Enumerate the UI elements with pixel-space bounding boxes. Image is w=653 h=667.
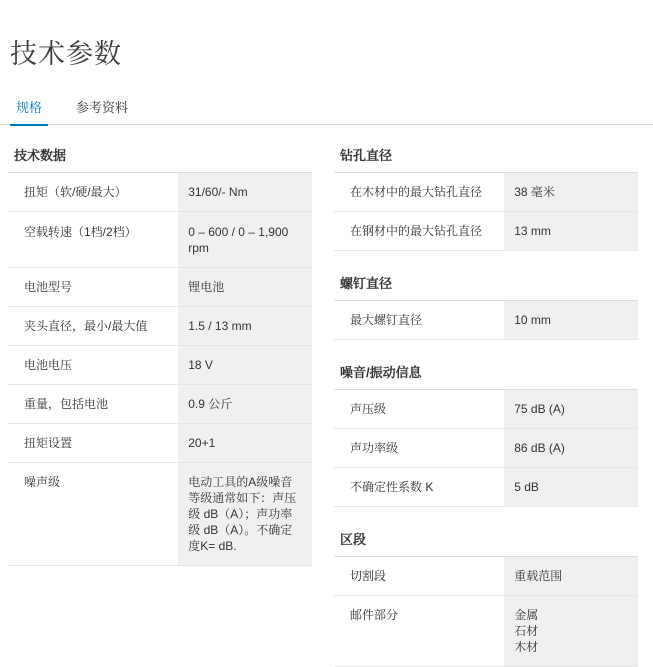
left-column	[8, 137, 312, 667]
spec-value: 75 dB (A)	[504, 390, 638, 428]
table-row	[8, 307, 312, 346]
spec-value: 金属 石材 木材	[504, 596, 638, 666]
spec-value: 0.9 公斤	[178, 385, 312, 423]
table-row	[8, 212, 312, 268]
section-heading: 噪音/振动信息	[334, 354, 638, 390]
section-noise-vibration	[334, 354, 638, 507]
spacer	[334, 507, 638, 521]
table-row	[334, 596, 638, 667]
spec-label: 扭矩（软/硬/最大）	[24, 185, 127, 200]
spec-label: 不确定性系数 K	[350, 480, 434, 495]
table-row	[334, 173, 638, 212]
spec-label: 夹头直径，最小/最大值	[24, 319, 148, 334]
technical-specs-page	[0, 18, 653, 655]
spec-value: 38 毫米	[504, 173, 638, 211]
tab-specifications-label: 规格	[16, 100, 43, 116]
spec-value: 重载范围	[504, 557, 638, 595]
spec-value: 13 mm	[504, 212, 638, 250]
spec-value: 锂电池	[178, 268, 312, 306]
section-heading: 钻孔直径	[334, 137, 638, 173]
page-title: 技术参数	[10, 39, 122, 70]
spec-value: 86 dB (A)	[504, 429, 638, 467]
table-row	[8, 346, 312, 385]
tab-reference-materials-label: 参考资料	[76, 100, 129, 116]
spec-label: 电池型号	[24, 280, 73, 295]
spec-value: 1.5 / 13 mm	[178, 307, 312, 345]
tab-specifications[interactable]	[10, 93, 48, 126]
tab-reference-materials[interactable]	[70, 93, 134, 124]
table-row	[334, 301, 638, 340]
spec-label: 扭矩设置	[24, 436, 73, 451]
section-segments	[334, 521, 638, 667]
table-row	[334, 557, 638, 596]
spec-label: 声功率级	[350, 441, 399, 456]
section-screw-diameter	[334, 265, 638, 340]
spacer	[334, 251, 638, 265]
table-row	[8, 463, 312, 566]
spec-label: 噪声级	[24, 475, 61, 490]
spec-value: 18 V	[178, 346, 312, 384]
right-column	[334, 137, 638, 667]
spec-label: 空载转速（1档/2档）	[24, 225, 137, 240]
table-row	[334, 390, 638, 429]
spec-label: 邮件部分	[350, 608, 399, 623]
specs-columns	[0, 125, 653, 667]
spec-value: 5 dB	[504, 468, 638, 506]
table-row	[334, 212, 638, 251]
spec-label: 最大螺钉直径	[350, 313, 423, 328]
spec-value: 31/60/- Nm	[178, 173, 312, 211]
section-heading: 区段	[334, 521, 638, 557]
section-drilling-diameter	[334, 137, 638, 251]
table-row	[8, 385, 312, 424]
table-row	[8, 173, 312, 212]
spec-value: 电动工具的A级噪音等级通常如下：声压级 dB（A）；声功率级 dB（A）。不确定度K= dB.	[178, 463, 312, 565]
table-row	[334, 468, 638, 507]
spec-value: 20+1	[178, 424, 312, 462]
spacer	[334, 340, 638, 354]
spec-label: 在钢材中的最大钻孔直径	[350, 224, 483, 239]
spec-label: 声压级	[350, 402, 387, 417]
section-heading: 技术数据	[8, 137, 312, 173]
spec-label: 在木材中的最大钻孔直径	[350, 185, 483, 200]
spec-value: 0 – 600 / 0 – 1,900 rpm	[178, 212, 312, 267]
spec-label: 电池电压	[24, 358, 73, 373]
section-heading: 螺钉直径	[334, 265, 638, 301]
spec-value: 10 mm	[504, 301, 638, 339]
section-technical-data	[8, 137, 312, 566]
table-row	[8, 268, 312, 307]
table-row	[8, 424, 312, 463]
spec-label: 重量，包括电池	[24, 397, 109, 412]
table-row	[334, 429, 638, 468]
tab-bar	[0, 93, 653, 125]
spec-label: 切割段	[350, 569, 387, 584]
